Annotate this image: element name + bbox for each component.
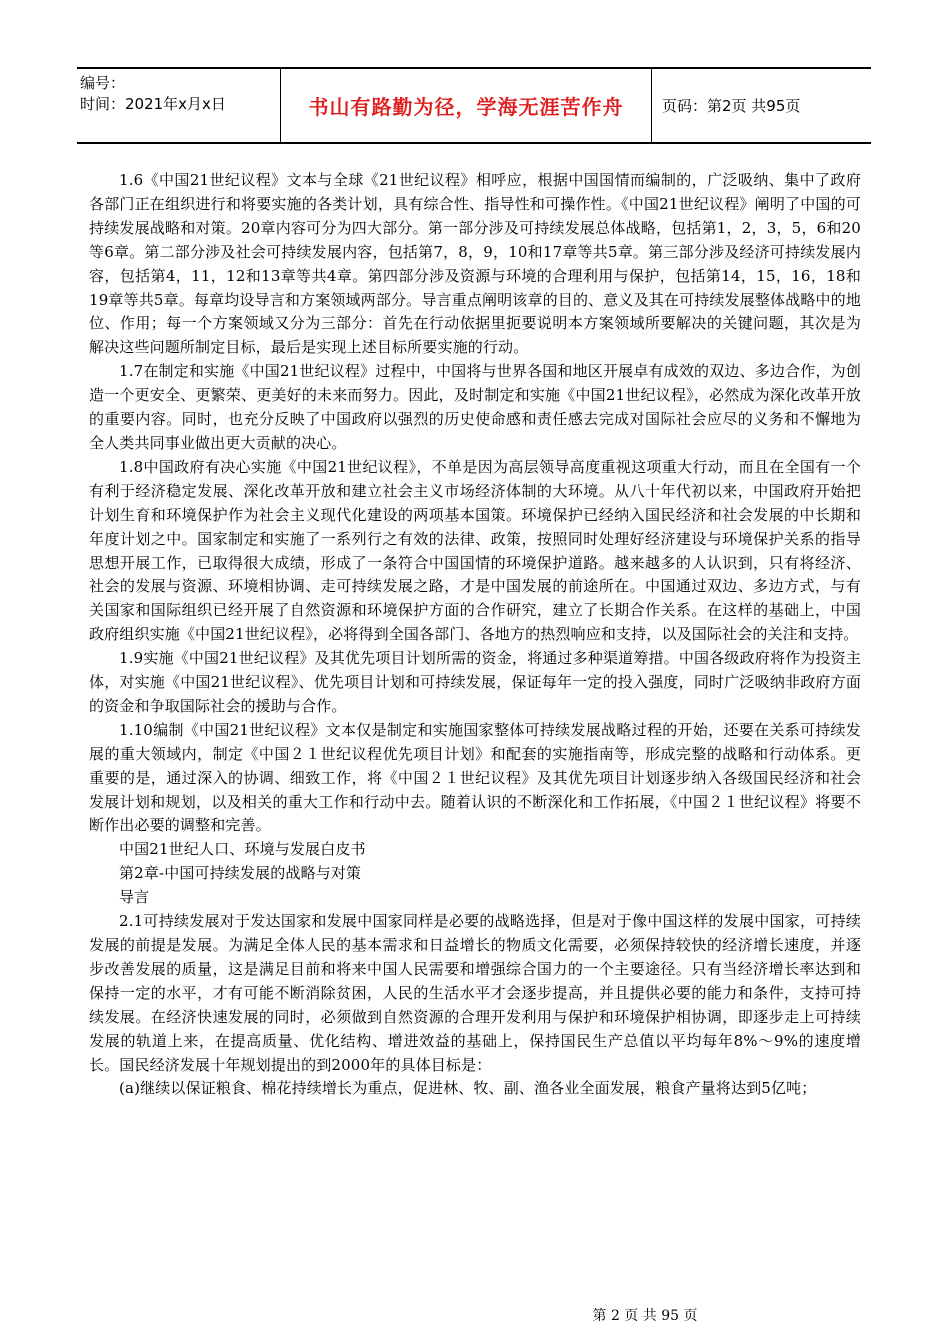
paragraph-1-8: 1.8中国政府有决心实施《中国21世纪议程》，不单是因为高层领导高度重视这项重大行动，而且在全国有一个有利于经济稳定发展、深化改革开放和建立社会主义市场经济体制的大环境。从八十年代初以来，中国政府开始把计划生育和环境保护作为社会主义现代化建设的两项基本国策。环境保护已经纳入国民经济和社会发展的中长期和年度计划之中。国家制定和实施了一系列行之有效的法律、政策，按照同时处理好经济建设与环境保护关系的指导思想开展工作，已取得很大成绩，形成了一条符合中国国情的环境保护道路。越来越多的人认识到，只有将经济、社会的发展与资源、环境相协调、走可持续发展之路，才是中国发展的前途所在。中国通过双边、多边方式，与有关国家和国际组织已经开展了自然资源和环境保护方面的合作研究，建立了长期合作关系。在这样的基础上，中国政府组织实施《中国21世纪议程》，必将得到全国各部门、各地方的热烈响应和支持，以及国际社会的关注和支持。 xyxy=(89,457,861,644)
list-item-a: (a)继续以保证粮食、棉花持续增长为重点，促进林、牧、副、渔各业全面发展，粮食产量将达到5亿吨； xyxy=(119,1079,817,1098)
footer-page-number: 第 2 页 共 95 页 xyxy=(592,1308,698,1324)
header-motto-cell xyxy=(280,69,652,142)
header-meta xyxy=(77,69,280,142)
paragraph-2-1: 2.1可持续发展对于发达国家和发展中国家同样是必要的战略选择，但是对于像中国这样的发展中国家，可持续发展的前提是发展。为满足全体人民的基本需求和日益增长的物质文化需要，必须保持较快的经济增长速度，并逐步改善发展的质量，这是满足目前和将来中国人民需要和增强综合国力的一个主要途径。只有当经济增长率达到和保持一定的水平，才有可能不断消除贫困，人民的生活水平才会逐步提高，并且提供必要的能力和条件，支持可持续发展。在经济快速发展的同时，必须做到自然资源的合理开发利用与保护和环境保护相协调，即逐步走上可持续发展的轨道上来，在提高质量、优化结构、增进效益的基础上，保持国民生产总值以平均每年8%～9%的速度增长。国民经济发展十年规划提出的到2000年的具体目标是： xyxy=(89,912,861,1074)
whitepaper-title: 中国21世纪人口、环境与发展白皮书 xyxy=(119,840,366,859)
page-header xyxy=(77,67,871,144)
section-intro-heading: 导言 xyxy=(119,888,150,907)
page-footer xyxy=(0,1305,950,1325)
document-body xyxy=(89,169,861,1101)
chapter-heading: 第2章-中国可持续发展的战略与对策 xyxy=(119,864,362,883)
paragraph-1-10: 1.10编制《中国21世纪议程》文本仅是制定和实施国家整体可持续发展战略过程的开始，还要在关系可持续发展的重大领域内，制定《中国２１世纪议程优先项目计划》和配套的实施指南等，形成完整的战略和行动体系。更重要的是，通过深入的协调、细致工作，将《中国２１世纪议程》及其优先项目计划逐步纳入各级国民经济和社会发展计划和规划，以及相关的重大工作和行动中去。随着认识的不断深化和工作拓展，《中国２１世纪议程》将要不断作出必要的调整和完善。 xyxy=(89,720,861,835)
motto-text: 书山有路勤为径，学海无涯苦作舟 xyxy=(308,95,624,119)
time-label: 时间：2021年x月x日 xyxy=(80,95,226,113)
paragraph-1-6: 1.6《中国21世纪议程》文本与全球《21世纪议程》相呼应，根据中国国情而编制的，广泛吸纳、集中了政府各部门正在组织进行和将要实施的各类计划，具有综合性、指导性和可操作性。《中国21世纪议程》阐明了中国的可持续发展战略和对策。20章内容可分为四大部分。第一部分涉及可持续发展总体战略，包括第1，2，3，5，6和20等6章。第二部分涉及社会可持续发展内容，包括第7，8，9，10和17章等共5章。第三部分涉及经济可持续发展内容，包括第4，11，12和13章等共4章。第四部分涉及资源与环境的合理利用与保护，包括第14，15，16，18和19章等共5章。每章均设导言和方案领域两部分。导言重点阐明该章的目的、意义及其在可持续发展整体战略中的地位、作用；每一个方案领域又分为三部分：首先在行动依据里扼要说明本方案领域所要解决的关键问题，其次是为解决这些问题所制定目标，最后是实现上述目标所要实施的行动。 xyxy=(89,171,861,357)
page-info-text: 页码：第2页 共95页 xyxy=(662,97,801,115)
paragraph-1-9: 1.9实施《中国21世纪议程》及其优先项目计划所需的资金，将通过多种渠道筹措。中国各级政府将作为投资主体，对实施《中国21世纪议程》、优先项目计划和可持续发展，保证每年一定的投入强度，同时广泛吸纳非政府方面的资金和争取国际社会的援助与合作。 xyxy=(89,649,861,715)
paragraph-1-7: 1.7在制定和实施《中国21世纪议程》过程中，中国将与世界各国和地区开展卓有成效的双边、多边合作，为创造一个更安全、更繁荣、更美好的未来而努力。因此，及时制定和实施《中国21世纪议程》，必然成为深化改革开放的重要内容。同时，也充分反映了中国政府以强烈的历史使命感和责任感去完成对国际社会应尽的义务和不懈地为全人类共同事业做出更大贡献的决心。 xyxy=(89,362,861,452)
header-page-info xyxy=(652,69,871,142)
number-label: 编号： xyxy=(80,74,126,92)
